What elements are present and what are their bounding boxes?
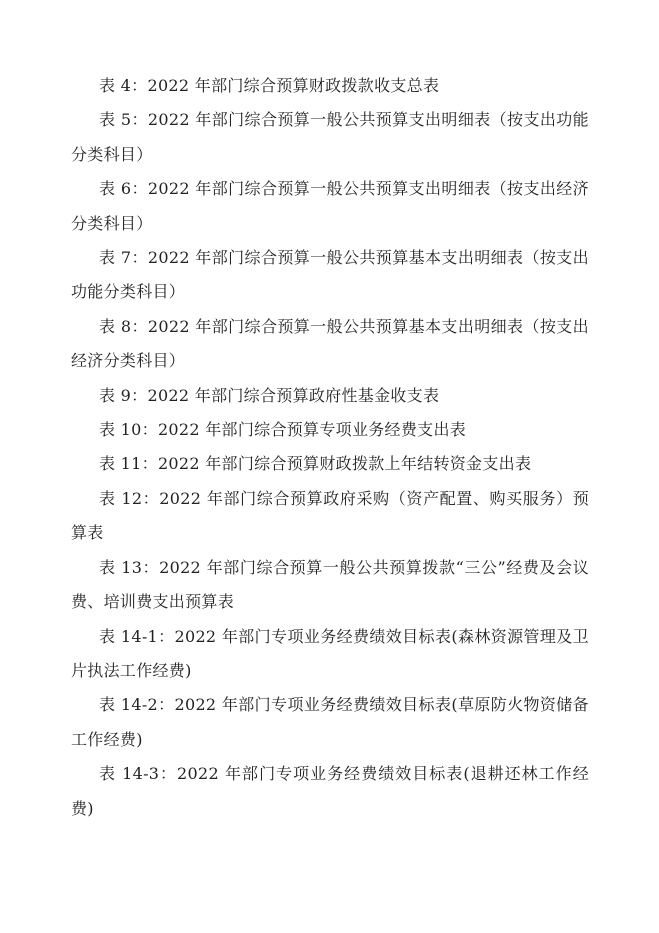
list-item-table-14-2: 表 14-2：2022 年部门专项业务经费绩效目标表(草原防火物资储备工作经费) xyxy=(71,695,589,749)
list-item-table-4: 表 4：2022 年部门综合预算财政拨款收支总表 xyxy=(99,76,440,95)
list-item-table-5: 表 5：2022 年部门综合预算一般公共预算支出明细表（按支出功能分类科目） xyxy=(71,110,589,164)
list-item-table-10: 表 10：2022 年部门综合预算专项业务经费支出表 xyxy=(99,420,467,440)
table-list xyxy=(71,69,589,826)
list-item-table-6: 表 6：2022 年部门综合预算一般公共预算支出明细表（按支出经济分类科目） xyxy=(71,179,589,233)
list-item-table-14-1: 表 14-1：2022 年部门专项业务经费绩效目标表(森林资源管理及卫片执法工作经费) xyxy=(71,626,589,680)
list-item-table-8: 表 8：2022 年部门综合预算一般公共预算基本支出明细表（按支出经济分类科目） xyxy=(71,316,589,371)
list-item-table-7: 表 7：2022 年部门综合预算一般公共预算基本支出明细表（按支出功能分类科目） xyxy=(71,248,589,302)
list-item-table-11: 表 11：2022 年部门综合预算财政拨款上年结转资金支出表 xyxy=(99,454,532,474)
list-item-table-12: 表 12：2022 年部门综合预算政府采购（资产配置、购买服务）预算表 xyxy=(71,488,589,543)
list-item-table-9: 表 9：2022 年部门综合预算政府性基金收支表 xyxy=(99,385,440,405)
list-item-table-13: 表 13：2022 年部门综合预算一般公共预算拨款“三公”经费及会议费、培训费支出预算表 xyxy=(71,557,589,612)
list-item-table-14-3: 表 14-3：2022 年部门专项业务经费绩效目标表(退耕还林工作经费) xyxy=(71,764,589,818)
